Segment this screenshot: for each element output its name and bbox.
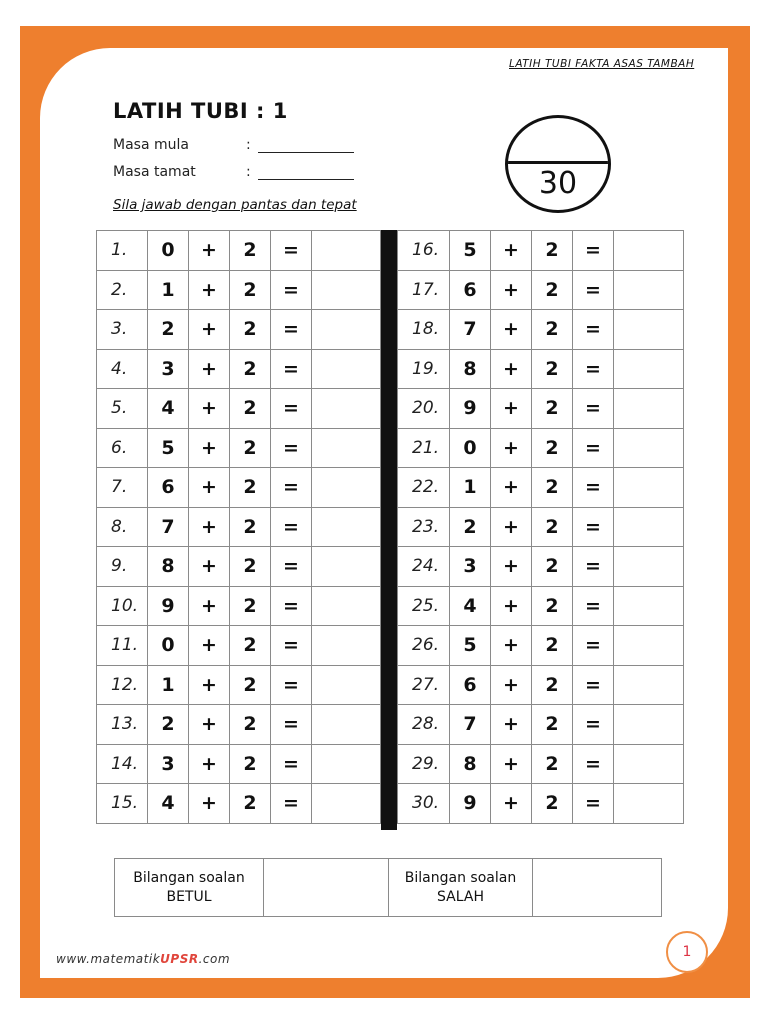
problem-number: 9. — [97, 547, 148, 587]
answer-field[interactable] — [614, 784, 684, 824]
addend-b: 2 — [230, 586, 271, 626]
answer-field[interactable] — [312, 310, 381, 350]
problem-number: 12. — [97, 665, 148, 705]
answer-field[interactable] — [312, 428, 381, 468]
addend-a: 1 — [148, 665, 189, 705]
instruction-text: Sila jawab dengan pantas dan tepat — [113, 197, 357, 213]
footer-url-suffix: .com — [198, 952, 231, 966]
addend-b: 2 — [230, 705, 271, 745]
problem-number: 4. — [97, 349, 148, 389]
problem-row — [97, 468, 381, 508]
plus-sign: + — [189, 389, 230, 429]
correct-label-line2: BETUL — [166, 888, 212, 905]
start-time-field[interactable] — [258, 140, 354, 153]
answer-field[interactable] — [312, 744, 381, 784]
answer-field[interactable] — [312, 586, 381, 626]
wrong-count-label — [389, 859, 533, 917]
addend-a: 3 — [148, 349, 189, 389]
wrong-label-line2: SALAH — [437, 888, 484, 905]
addend-b: 2 — [532, 389, 573, 429]
problem-number: 30. — [398, 784, 450, 824]
plus-sign: + — [189, 231, 230, 271]
timer-circle — [505, 115, 611, 213]
addend-a: 8 — [450, 744, 491, 784]
equals-sign: = — [271, 784, 312, 824]
equals-sign: = — [573, 744, 614, 784]
problem-row — [97, 507, 381, 547]
answer-field[interactable] — [614, 468, 684, 508]
equals-sign: = — [271, 626, 312, 666]
addend-b: 2 — [532, 428, 573, 468]
answer-field[interactable] — [614, 586, 684, 626]
problem-number: 20. — [398, 389, 450, 429]
problem-row — [97, 349, 381, 389]
addend-a: 8 — [148, 547, 189, 587]
problem-row — [97, 310, 381, 350]
addend-b: 2 — [230, 231, 271, 271]
problem-number: 19. — [398, 349, 450, 389]
problem-row — [398, 784, 684, 824]
problem-row — [398, 428, 684, 468]
plus-sign: + — [189, 270, 230, 310]
problem-row — [97, 586, 381, 626]
plus-sign: + — [189, 586, 230, 626]
problem-number: 13. — [97, 705, 148, 745]
problem-row — [398, 744, 684, 784]
plus-sign: + — [491, 665, 532, 705]
addend-b: 2 — [230, 507, 271, 547]
plus-sign: + — [491, 784, 532, 824]
answer-field[interactable] — [614, 310, 684, 350]
answer-field[interactable] — [312, 270, 381, 310]
addend-b: 2 — [532, 310, 573, 350]
equals-sign: = — [271, 705, 312, 745]
addend-a: 0 — [450, 428, 491, 468]
timer-divider — [508, 161, 608, 164]
problem-number: 16. — [398, 231, 450, 271]
problem-row — [398, 626, 684, 666]
problem-table-right — [397, 230, 684, 824]
plus-sign: + — [491, 270, 532, 310]
answer-field[interactable] — [312, 547, 381, 587]
equals-sign: = — [573, 665, 614, 705]
equals-sign: = — [573, 270, 614, 310]
addend-a: 7 — [450, 310, 491, 350]
addend-b: 2 — [532, 665, 573, 705]
plus-sign: + — [491, 626, 532, 666]
answer-field[interactable] — [614, 547, 684, 587]
problem-number: 21. — [398, 428, 450, 468]
addend-a: 3 — [148, 744, 189, 784]
answer-field[interactable] — [614, 705, 684, 745]
addend-a: 2 — [450, 507, 491, 547]
problem-row — [97, 705, 381, 745]
addend-a: 0 — [148, 626, 189, 666]
problem-number: 25. — [398, 586, 450, 626]
equals-sign: = — [573, 586, 614, 626]
addend-b: 2 — [230, 310, 271, 350]
addend-a: 4 — [148, 784, 189, 824]
addend-a: 7 — [450, 705, 491, 745]
answer-field[interactable] — [312, 349, 381, 389]
equals-sign: = — [271, 744, 312, 784]
addend-a: 1 — [148, 270, 189, 310]
addend-b: 2 — [230, 744, 271, 784]
equals-sign: = — [271, 507, 312, 547]
addend-a: 9 — [450, 784, 491, 824]
problem-number: 1. — [97, 231, 148, 271]
problem-row — [97, 626, 381, 666]
plus-sign: + — [491, 349, 532, 389]
problem-number: 5. — [97, 389, 148, 429]
answer-field[interactable] — [614, 349, 684, 389]
addend-a: 6 — [450, 270, 491, 310]
addend-b: 2 — [230, 428, 271, 468]
addend-b: 2 — [532, 231, 573, 271]
answer-field[interactable] — [614, 744, 684, 784]
problem-row — [97, 428, 381, 468]
addend-a: 5 — [450, 231, 491, 271]
problem-number: 2. — [97, 270, 148, 310]
footer-url-accent: UPSR — [160, 952, 199, 966]
problem-row — [398, 586, 684, 626]
problem-row — [398, 389, 684, 429]
problem-row — [398, 547, 684, 587]
start-time-label: Masa mula — [113, 137, 189, 153]
equals-sign: = — [271, 547, 312, 587]
answer-field[interactable] — [614, 507, 684, 547]
equals-sign: = — [573, 468, 614, 508]
plus-sign: + — [491, 705, 532, 745]
plus-sign: + — [491, 547, 532, 587]
problem-row — [97, 547, 381, 587]
problem-row — [398, 665, 684, 705]
answer-field[interactable] — [312, 665, 381, 705]
addend-a: 5 — [148, 428, 189, 468]
addend-b: 2 — [532, 270, 573, 310]
problem-number: 26. — [398, 626, 450, 666]
plus-sign: + — [189, 784, 230, 824]
problem-row — [398, 231, 684, 271]
answer-field[interactable] — [312, 389, 381, 429]
addend-b: 2 — [230, 784, 271, 824]
problem-number: 10. — [97, 586, 148, 626]
addend-b: 2 — [230, 626, 271, 666]
plus-sign: + — [189, 310, 230, 350]
addend-a: 5 — [450, 626, 491, 666]
addend-a: 2 — [148, 310, 189, 350]
addend-a: 9 — [148, 586, 189, 626]
plus-sign: + — [189, 744, 230, 784]
problem-row — [398, 705, 684, 745]
worksheet-title: LATIH TUBI : 1 — [113, 99, 288, 123]
header-title: LATIH TUBI FAKTA ASAS TAMBAH — [509, 58, 695, 70]
plus-sign: + — [491, 744, 532, 784]
timer-value: 30 — [538, 166, 578, 201]
addend-b: 2 — [532, 586, 573, 626]
equals-sign: = — [271, 468, 312, 508]
problem-number: 6. — [97, 428, 148, 468]
addend-b: 2 — [532, 744, 573, 784]
wrong-label-line1: Bilangan soalan — [404, 869, 517, 886]
addend-b: 2 — [532, 705, 573, 745]
problem-number: 11. — [97, 626, 148, 666]
plus-sign: + — [189, 626, 230, 666]
answer-field[interactable] — [614, 231, 684, 271]
problem-number: 3. — [97, 310, 148, 350]
answer-field[interactable] — [614, 428, 684, 468]
equals-sign: = — [573, 507, 614, 547]
plus-sign: + — [189, 705, 230, 745]
answer-field[interactable] — [312, 507, 381, 547]
addend-a: 3 — [450, 547, 491, 587]
addend-b: 2 — [532, 468, 573, 508]
equals-sign: = — [271, 665, 312, 705]
addend-a: 1 — [450, 468, 491, 508]
problem-row — [398, 349, 684, 389]
equals-sign: = — [573, 349, 614, 389]
equals-sign: = — [573, 389, 614, 429]
problem-row — [398, 310, 684, 350]
equals-sign: = — [271, 428, 312, 468]
addend-b: 2 — [532, 784, 573, 824]
plus-sign: + — [491, 231, 532, 271]
equals-sign: = — [573, 784, 614, 824]
problem-number: 28. — [398, 705, 450, 745]
problem-number: 8. — [97, 507, 148, 547]
answer-field[interactable] — [614, 665, 684, 705]
answer-field[interactable] — [614, 389, 684, 429]
problem-number: 14. — [97, 744, 148, 784]
plus-sign: + — [491, 389, 532, 429]
plus-sign: + — [189, 468, 230, 508]
problem-row — [398, 468, 684, 508]
footer-url-prefix: www.matematik — [56, 952, 161, 966]
answer-field[interactable] — [614, 270, 684, 310]
addend-a: 8 — [450, 349, 491, 389]
start-time-colon: : — [246, 137, 251, 153]
plus-sign: + — [189, 507, 230, 547]
problem-number: 7. — [97, 468, 148, 508]
addend-b: 2 — [532, 626, 573, 666]
page-number-badge: 1 — [666, 931, 708, 973]
problem-table-left — [96, 230, 381, 824]
plus-sign: + — [189, 428, 230, 468]
equals-sign: = — [573, 231, 614, 271]
problem-row — [97, 231, 381, 271]
equals-sign: = — [271, 349, 312, 389]
correct-count-field[interactable] — [264, 859, 389, 917]
end-time-label: Masa tamat — [113, 164, 196, 180]
addend-a: 4 — [148, 389, 189, 429]
answer-field[interactable] — [312, 231, 381, 271]
correct-count-label — [115, 859, 264, 917]
plus-sign: + — [189, 349, 230, 389]
addend-b: 2 — [230, 547, 271, 587]
footer-url[interactable] — [56, 952, 230, 966]
plus-sign: + — [491, 310, 532, 350]
problem-number: 29. — [398, 744, 450, 784]
addend-a: 0 — [148, 231, 189, 271]
wrong-count-field[interactable] — [533, 859, 662, 917]
problem-row — [97, 744, 381, 784]
plus-sign: + — [491, 507, 532, 547]
problem-row — [97, 270, 381, 310]
addend-a: 6 — [148, 468, 189, 508]
end-time-colon: : — [246, 164, 251, 180]
equals-sign: = — [573, 626, 614, 666]
addend-a: 4 — [450, 586, 491, 626]
problem-number: 15. — [97, 784, 148, 824]
addend-b: 2 — [532, 507, 573, 547]
addend-b: 2 — [230, 349, 271, 389]
addend-a: 6 — [450, 665, 491, 705]
problem-number: 17. — [398, 270, 450, 310]
problem-row — [97, 665, 381, 705]
plus-sign: + — [491, 586, 532, 626]
answer-field[interactable] — [312, 468, 381, 508]
addend-a: 7 — [148, 507, 189, 547]
answer-field[interactable] — [312, 705, 381, 745]
column-divider — [381, 230, 397, 830]
answer-field[interactable] — [312, 784, 381, 824]
equals-sign: = — [271, 270, 312, 310]
equals-sign: = — [271, 231, 312, 271]
start-time-row — [113, 137, 354, 153]
plus-sign: + — [491, 468, 532, 508]
addend-b: 2 — [230, 468, 271, 508]
equals-sign: = — [573, 428, 614, 468]
plus-sign: + — [189, 547, 230, 587]
problem-number: 24. — [398, 547, 450, 587]
problem-row — [398, 270, 684, 310]
problem-number: 23. — [398, 507, 450, 547]
equals-sign: = — [573, 705, 614, 745]
addend-a: 9 — [450, 389, 491, 429]
end-time-row — [113, 164, 354, 180]
addend-a: 2 — [148, 705, 189, 745]
end-time-field[interactable] — [258, 167, 354, 180]
equals-sign: = — [271, 310, 312, 350]
equals-sign: = — [271, 586, 312, 626]
addend-b: 2 — [230, 389, 271, 429]
answer-field[interactable] — [312, 626, 381, 666]
equals-sign: = — [573, 547, 614, 587]
equals-sign: = — [573, 310, 614, 350]
problem-number: 22. — [398, 468, 450, 508]
plus-sign: + — [189, 665, 230, 705]
addend-b: 2 — [230, 270, 271, 310]
equals-sign: = — [271, 389, 312, 429]
problem-row — [97, 784, 381, 824]
problem-number: 27. — [398, 665, 450, 705]
problem-row — [97, 389, 381, 429]
addend-b: 2 — [532, 547, 573, 587]
addend-b: 2 — [230, 665, 271, 705]
plus-sign: + — [491, 428, 532, 468]
score-table — [114, 858, 662, 917]
correct-label-line1: Bilangan soalan — [133, 869, 245, 886]
problem-number: 18. — [398, 310, 450, 350]
answer-field[interactable] — [614, 626, 684, 666]
addend-b: 2 — [532, 349, 573, 389]
problem-row — [398, 507, 684, 547]
